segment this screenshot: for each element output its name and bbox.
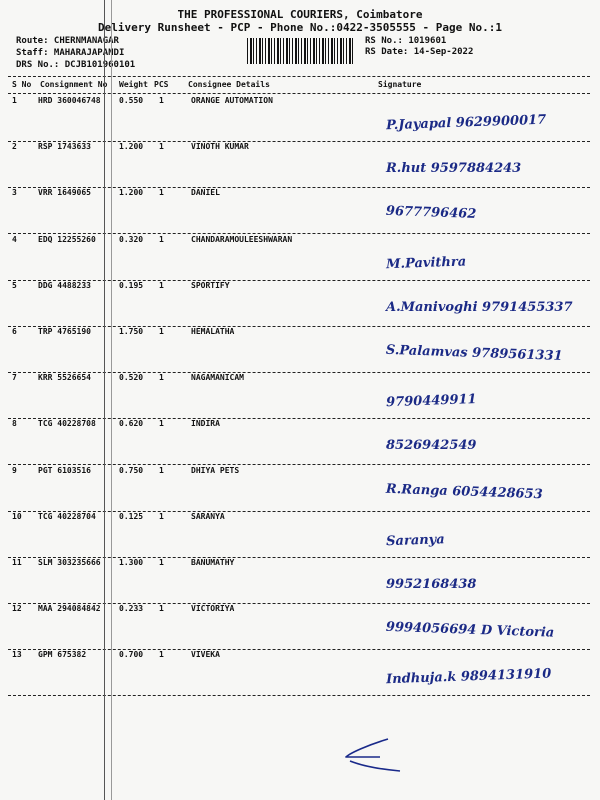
- row-weight: 0.750: [119, 465, 144, 475]
- title-line-runsheet: Delivery Runsheet - PCP - Phone No.:0422-3505555 - Page No.:1: [98, 21, 502, 34]
- staff-label: Staff: MAHARAJAPANDI: [16, 48, 125, 58]
- fold-line-left: [104, 0, 105, 800]
- row-signature: [368, 650, 590, 696]
- barcode-image: [247, 38, 355, 64]
- row-signature: [368, 558, 590, 604]
- row-sno: 10: [12, 511, 22, 521]
- row-consignee: SPORTIFY: [191, 280, 230, 290]
- table-row: [8, 96, 590, 142]
- row-consignment: EDQ 12255260: [38, 234, 96, 244]
- row-weight: 0.125: [119, 511, 144, 521]
- row-consignment: SLM 303235666: [38, 558, 101, 567]
- row-consignee: NAGAMANICAM: [191, 373, 244, 383]
- bottom-signature-mark: [338, 735, 408, 775]
- row-consignment: PGT 6103516: [38, 465, 91, 475]
- row-pcs: 1: [159, 604, 164, 614]
- handwritten-signature: [368, 188, 590, 234]
- row-weight: 1.750: [119, 327, 144, 336]
- row-consignment: DDG 4488233: [38, 280, 91, 290]
- row-signature: [368, 466, 590, 512]
- row-sno: 2: [12, 142, 17, 152]
- row-pcs: 1: [159, 234, 164, 244]
- signature-text: Indhuja.k 9894131910: [385, 666, 552, 688]
- row-consignee: HEMALATHA: [191, 327, 235, 336]
- row-pcs: 1: [159, 558, 164, 567]
- rs-number: RS No.: 1019601: [365, 36, 447, 46]
- row-signature: [368, 327, 590, 373]
- handwritten-signature: [368, 281, 590, 327]
- row-signature: [368, 188, 590, 234]
- table-row: [8, 650, 590, 696]
- table-row: [8, 466, 590, 512]
- row-signature: [368, 512, 590, 558]
- row-pcs: 1: [159, 280, 164, 290]
- row-consignee: CHANDARAMOULEESHWARAN: [191, 234, 293, 244]
- row-weight: 0.195: [119, 280, 144, 290]
- meta-left-block: [16, 35, 135, 71]
- table-header: [8, 78, 590, 92]
- signature-text: A.Manivoghi 9791455337: [386, 299, 573, 315]
- row-consignment: GPM 675382: [38, 650, 87, 660]
- row-sno: 6: [12, 327, 17, 336]
- row-pcs: 1: [159, 96, 164, 105]
- rs-date: RS Date: 14-Sep-2022: [365, 47, 474, 57]
- row-pcs: 1: [159, 373, 164, 383]
- row-weight: 0.550: [119, 96, 144, 105]
- signature-text: R.Ranga 6054428653: [385, 481, 543, 502]
- row-consignee: VINOTH KUMAR: [191, 142, 249, 152]
- signature-text: P.Jayapal 9629900017: [385, 112, 547, 134]
- table-row: [8, 512, 590, 558]
- route-label: Route: CHERNMANAGAR: [16, 36, 119, 46]
- table-row: [8, 142, 590, 188]
- signature-text: 9952168438: [386, 577, 477, 592]
- row-sno: 13: [12, 650, 22, 660]
- row-weight: 0.620: [119, 419, 144, 429]
- table-row: [8, 281, 590, 327]
- row-sno: 1: [12, 96, 17, 105]
- row-sno: 11: [12, 558, 22, 567]
- col-consignee: Consignee Details: [188, 80, 270, 89]
- handwritten-signature: [368, 142, 590, 188]
- handwritten-signature: [368, 373, 590, 419]
- row-consignment: TCG 40228704: [38, 511, 96, 521]
- row-weight: 0.233: [119, 604, 144, 614]
- table-row: [8, 235, 590, 281]
- header-divider-top: [8, 76, 590, 77]
- row-sno: 7: [12, 373, 17, 383]
- row-consignee: SARANYA: [191, 511, 225, 521]
- row-consignee: INDIRA: [191, 419, 220, 429]
- row-consignment: KRR 5526654: [38, 373, 91, 383]
- signature-text: 9677796462: [385, 204, 477, 223]
- row-consignee: DHIYA PETS: [191, 465, 240, 475]
- col-pcs: PCS: [154, 80, 169, 89]
- row-pcs: 1: [159, 327, 164, 336]
- row-weight: 1.200: [119, 142, 144, 152]
- row-signature: [368, 96, 590, 142]
- signature-text: R.hut 9597884243: [386, 161, 522, 177]
- handwritten-signature: [368, 558, 590, 604]
- row-sno: 5: [12, 280, 17, 290]
- row-pcs: 1: [159, 419, 164, 429]
- handwritten-signature: [368, 466, 590, 512]
- row-weight: 0.520: [119, 373, 144, 383]
- meta-right-block: [365, 36, 473, 58]
- row-pcs: 1: [159, 511, 164, 521]
- handwritten-signature: [368, 650, 590, 696]
- handwritten-signature: [368, 419, 590, 465]
- row-weight: 1.200: [119, 188, 144, 198]
- drs-label: DRS No.: DCJB101960101: [16, 60, 136, 70]
- row-signature: [368, 142, 590, 188]
- col-consignment: Consignment No: [40, 80, 108, 89]
- row-consignee: DANIEL: [191, 188, 220, 198]
- signature-text: 8526942549: [386, 438, 477, 454]
- row-signature: [368, 373, 590, 419]
- signature-text: 9994056694 D Victoria: [385, 619, 555, 641]
- row-pcs: 1: [159, 142, 164, 152]
- col-sno: S No: [12, 80, 32, 89]
- row-consignment: RSP 1743633: [38, 142, 91, 152]
- table-row: [8, 604, 590, 650]
- row-weight: 1.300: [119, 558, 144, 567]
- row-signature: [368, 235, 590, 281]
- row-consignee: BANUMATHY: [191, 558, 235, 567]
- col-signature: Signature: [378, 80, 422, 89]
- col-weight: Weight: [119, 80, 148, 89]
- row-sno: 8: [12, 419, 17, 429]
- handwritten-signature: [368, 235, 590, 281]
- row-weight: 0.320: [119, 234, 144, 244]
- table-row: [8, 419, 590, 465]
- row-consignment: MAA 294084842: [38, 604, 101, 614]
- row-consignment: HRD 360046748: [38, 96, 101, 105]
- row-pcs: 1: [159, 188, 164, 198]
- row-pcs: 1: [159, 650, 164, 660]
- row-sno: 3: [12, 188, 17, 198]
- handwritten-signature: [368, 604, 590, 650]
- handwritten-signature: [368, 512, 590, 558]
- row-signature: [368, 419, 590, 465]
- header-divider-bottom: [8, 93, 590, 94]
- row-consignee: ORANGE AUTOMATION: [191, 96, 273, 105]
- row-weight: 0.700: [119, 650, 144, 660]
- document-title: [0, 8, 600, 34]
- row-sno: 9: [12, 465, 17, 475]
- signature-text: M.Pavithra: [385, 254, 467, 272]
- signature-text: 9790449911: [385, 392, 477, 411]
- handwritten-signature: [368, 327, 590, 373]
- fold-line-right: [111, 0, 112, 800]
- row-pcs: 1: [159, 465, 164, 475]
- row-sno: 4: [12, 234, 17, 244]
- title-line-company: THE PROFESSIONAL COURIERS, Coimbatore: [177, 8, 423, 21]
- row-consignment: TRP 4765190: [38, 327, 91, 336]
- row-consignment: VRR 1649065: [38, 188, 91, 198]
- table-row: [8, 327, 590, 373]
- row-consignment: TCG 40228708: [38, 419, 96, 429]
- signature-text: S.Palamvas 9789561331: [385, 342, 563, 364]
- row-signature: [368, 604, 590, 650]
- row-consignee: VIVEKA: [191, 650, 220, 660]
- row-divider: [8, 695, 590, 696]
- row-consignee: VICTORIYA: [191, 604, 235, 614]
- table-row: [8, 373, 590, 419]
- signature-text: Saranya: [385, 531, 445, 550]
- table-row: [8, 558, 590, 604]
- handwritten-signature: [368, 96, 590, 142]
- table-row: [8, 188, 590, 234]
- row-sno: 12: [12, 604, 22, 614]
- row-signature: [368, 281, 590, 327]
